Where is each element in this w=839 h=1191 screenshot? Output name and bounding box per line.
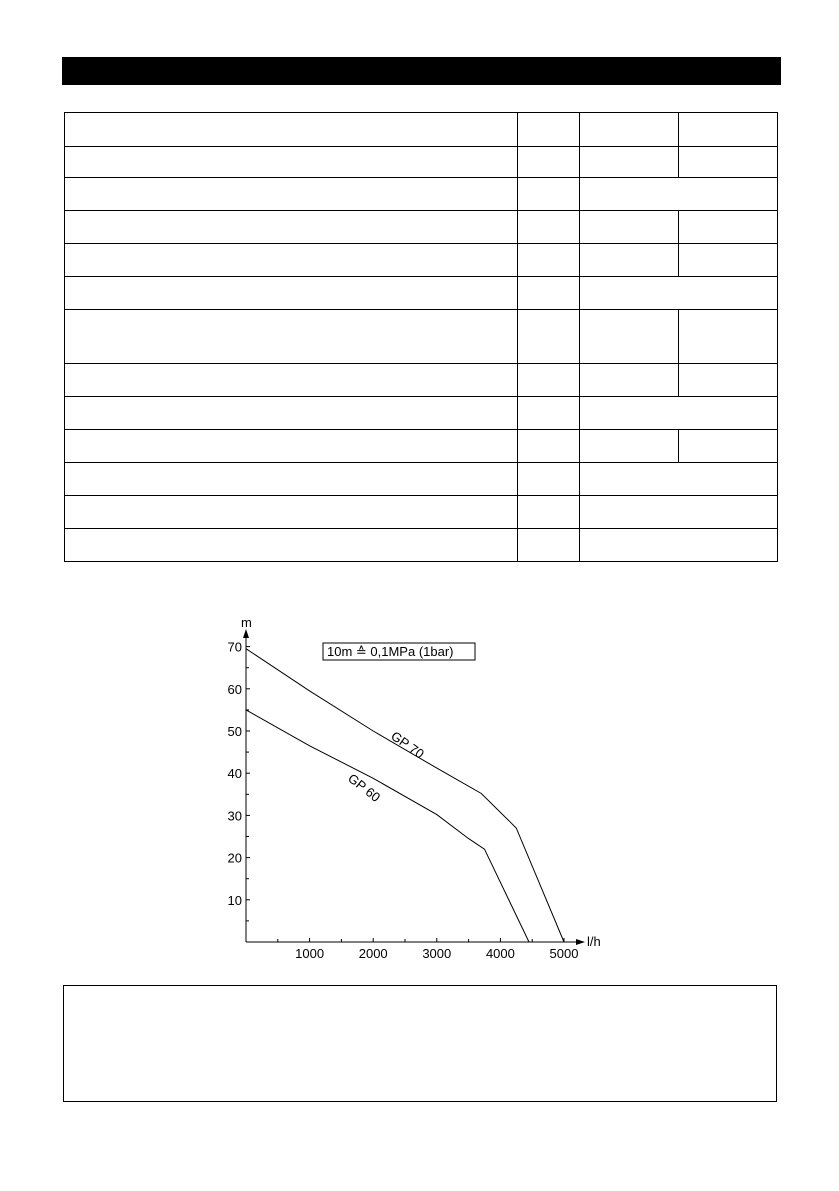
spec-label-cell (65, 147, 518, 178)
spec-table-row (65, 310, 778, 364)
spec-label-cell (65, 244, 518, 277)
y-tick-label: 40 (227, 766, 242, 782)
spec-value-cell (580, 277, 778, 310)
spec-label-cell (65, 178, 518, 211)
spec-table (64, 112, 778, 562)
spec-unit-cell (518, 529, 580, 562)
spec-table-row (65, 496, 778, 529)
y-axis-title: m (241, 615, 252, 630)
note-box (63, 985, 777, 1102)
spec-table-row (65, 277, 778, 310)
spec-unit-cell (518, 496, 580, 529)
y-tick-label: 50 (227, 724, 242, 739)
spec-table-row (65, 364, 778, 397)
spec-unit-cell (518, 397, 580, 430)
spec-unit-cell (518, 147, 580, 178)
spec-table-row (65, 430, 778, 463)
spec-unit-cell (518, 244, 580, 277)
spec-table-row (65, 113, 778, 147)
spec-unit-cell (518, 463, 580, 496)
spec-value-cell-gp70 (679, 147, 778, 178)
spec-value-cell-gp60 (580, 364, 679, 397)
x-axis-title: l/h (587, 934, 601, 949)
spec-value-cell-gp60 (580, 244, 679, 277)
y-tick-label: 60 (227, 681, 242, 697)
spec-value-cell-gp70 (679, 113, 778, 147)
y-axis-arrow (243, 629, 249, 638)
spec-value-cell-gp70 (679, 364, 778, 397)
spec-unit-cell (518, 178, 580, 211)
spec-table-row (65, 463, 778, 496)
spec-table-row (65, 244, 778, 277)
series-line-gp-70 (246, 649, 564, 942)
spec-unit-cell (518, 277, 580, 310)
spec-value-cell-gp70 (679, 430, 778, 463)
spec-value-cell-gp70 (679, 244, 778, 277)
spec-value-cell-gp60 (580, 310, 679, 364)
x-axis-arrow (576, 939, 585, 945)
series-label-gp-60: GP 60 (345, 770, 384, 805)
spec-table-row (65, 147, 778, 178)
x-tick-label: 3000 (422, 946, 452, 961)
spec-label-cell (65, 397, 518, 430)
spec-value-cell-gp70 (679, 310, 778, 364)
spec-table-row (65, 211, 778, 244)
x-tick-label: 2000 (358, 946, 388, 961)
y-tick-label: 30 (227, 808, 242, 824)
spec-table-body (65, 113, 778, 562)
spec-table-row (65, 397, 778, 430)
spec-table-row (65, 529, 778, 562)
spec-label-cell (65, 211, 518, 244)
section-header-bar (62, 57, 781, 85)
series-line-gp-60 (246, 710, 529, 942)
spec-value-cell (580, 397, 778, 430)
spec-unit-cell (518, 310, 580, 364)
x-tick-label: 5000 (549, 946, 579, 961)
spec-value-cell (580, 496, 778, 529)
spec-value-cell-gp60 (580, 147, 679, 178)
spec-label-cell (65, 310, 518, 364)
annotation-text: 10m ≙ 0,1MPa (1bar) (327, 644, 454, 659)
spec-label-cell (65, 364, 518, 397)
spec-label-cell (65, 277, 518, 310)
spec-label-cell (65, 529, 518, 562)
pump-curve-chart (200, 610, 620, 970)
spec-unit-cell (518, 211, 580, 244)
spec-label-cell (65, 430, 518, 463)
y-tick-label: 10 (227, 892, 242, 908)
spec-unit-cell (518, 430, 580, 463)
chart-svg (200, 610, 620, 970)
spec-label-cell (65, 113, 518, 147)
y-tick-label: 20 (227, 850, 242, 866)
series-label-gp-70: GP 70 (388, 728, 427, 762)
spec-value-cell (580, 178, 778, 211)
x-tick-label: 4000 (485, 946, 515, 961)
spec-value-cell-gp70 (679, 211, 778, 244)
spec-value-cell-gp60 (580, 211, 679, 244)
x-tick-label: 1000 (295, 946, 325, 961)
spec-unit-cell (518, 364, 580, 397)
spec-label-cell (65, 496, 518, 529)
y-tick-label: 70 (227, 639, 242, 655)
spec-value-cell-gp60 (580, 430, 679, 463)
spec-value-cell-gp60 (580, 113, 679, 147)
spec-unit-cell (518, 113, 580, 147)
spec-value-cell (580, 529, 778, 562)
spec-value-cell (580, 463, 778, 496)
spec-label-cell (65, 463, 518, 496)
spec-table-row (65, 178, 778, 211)
